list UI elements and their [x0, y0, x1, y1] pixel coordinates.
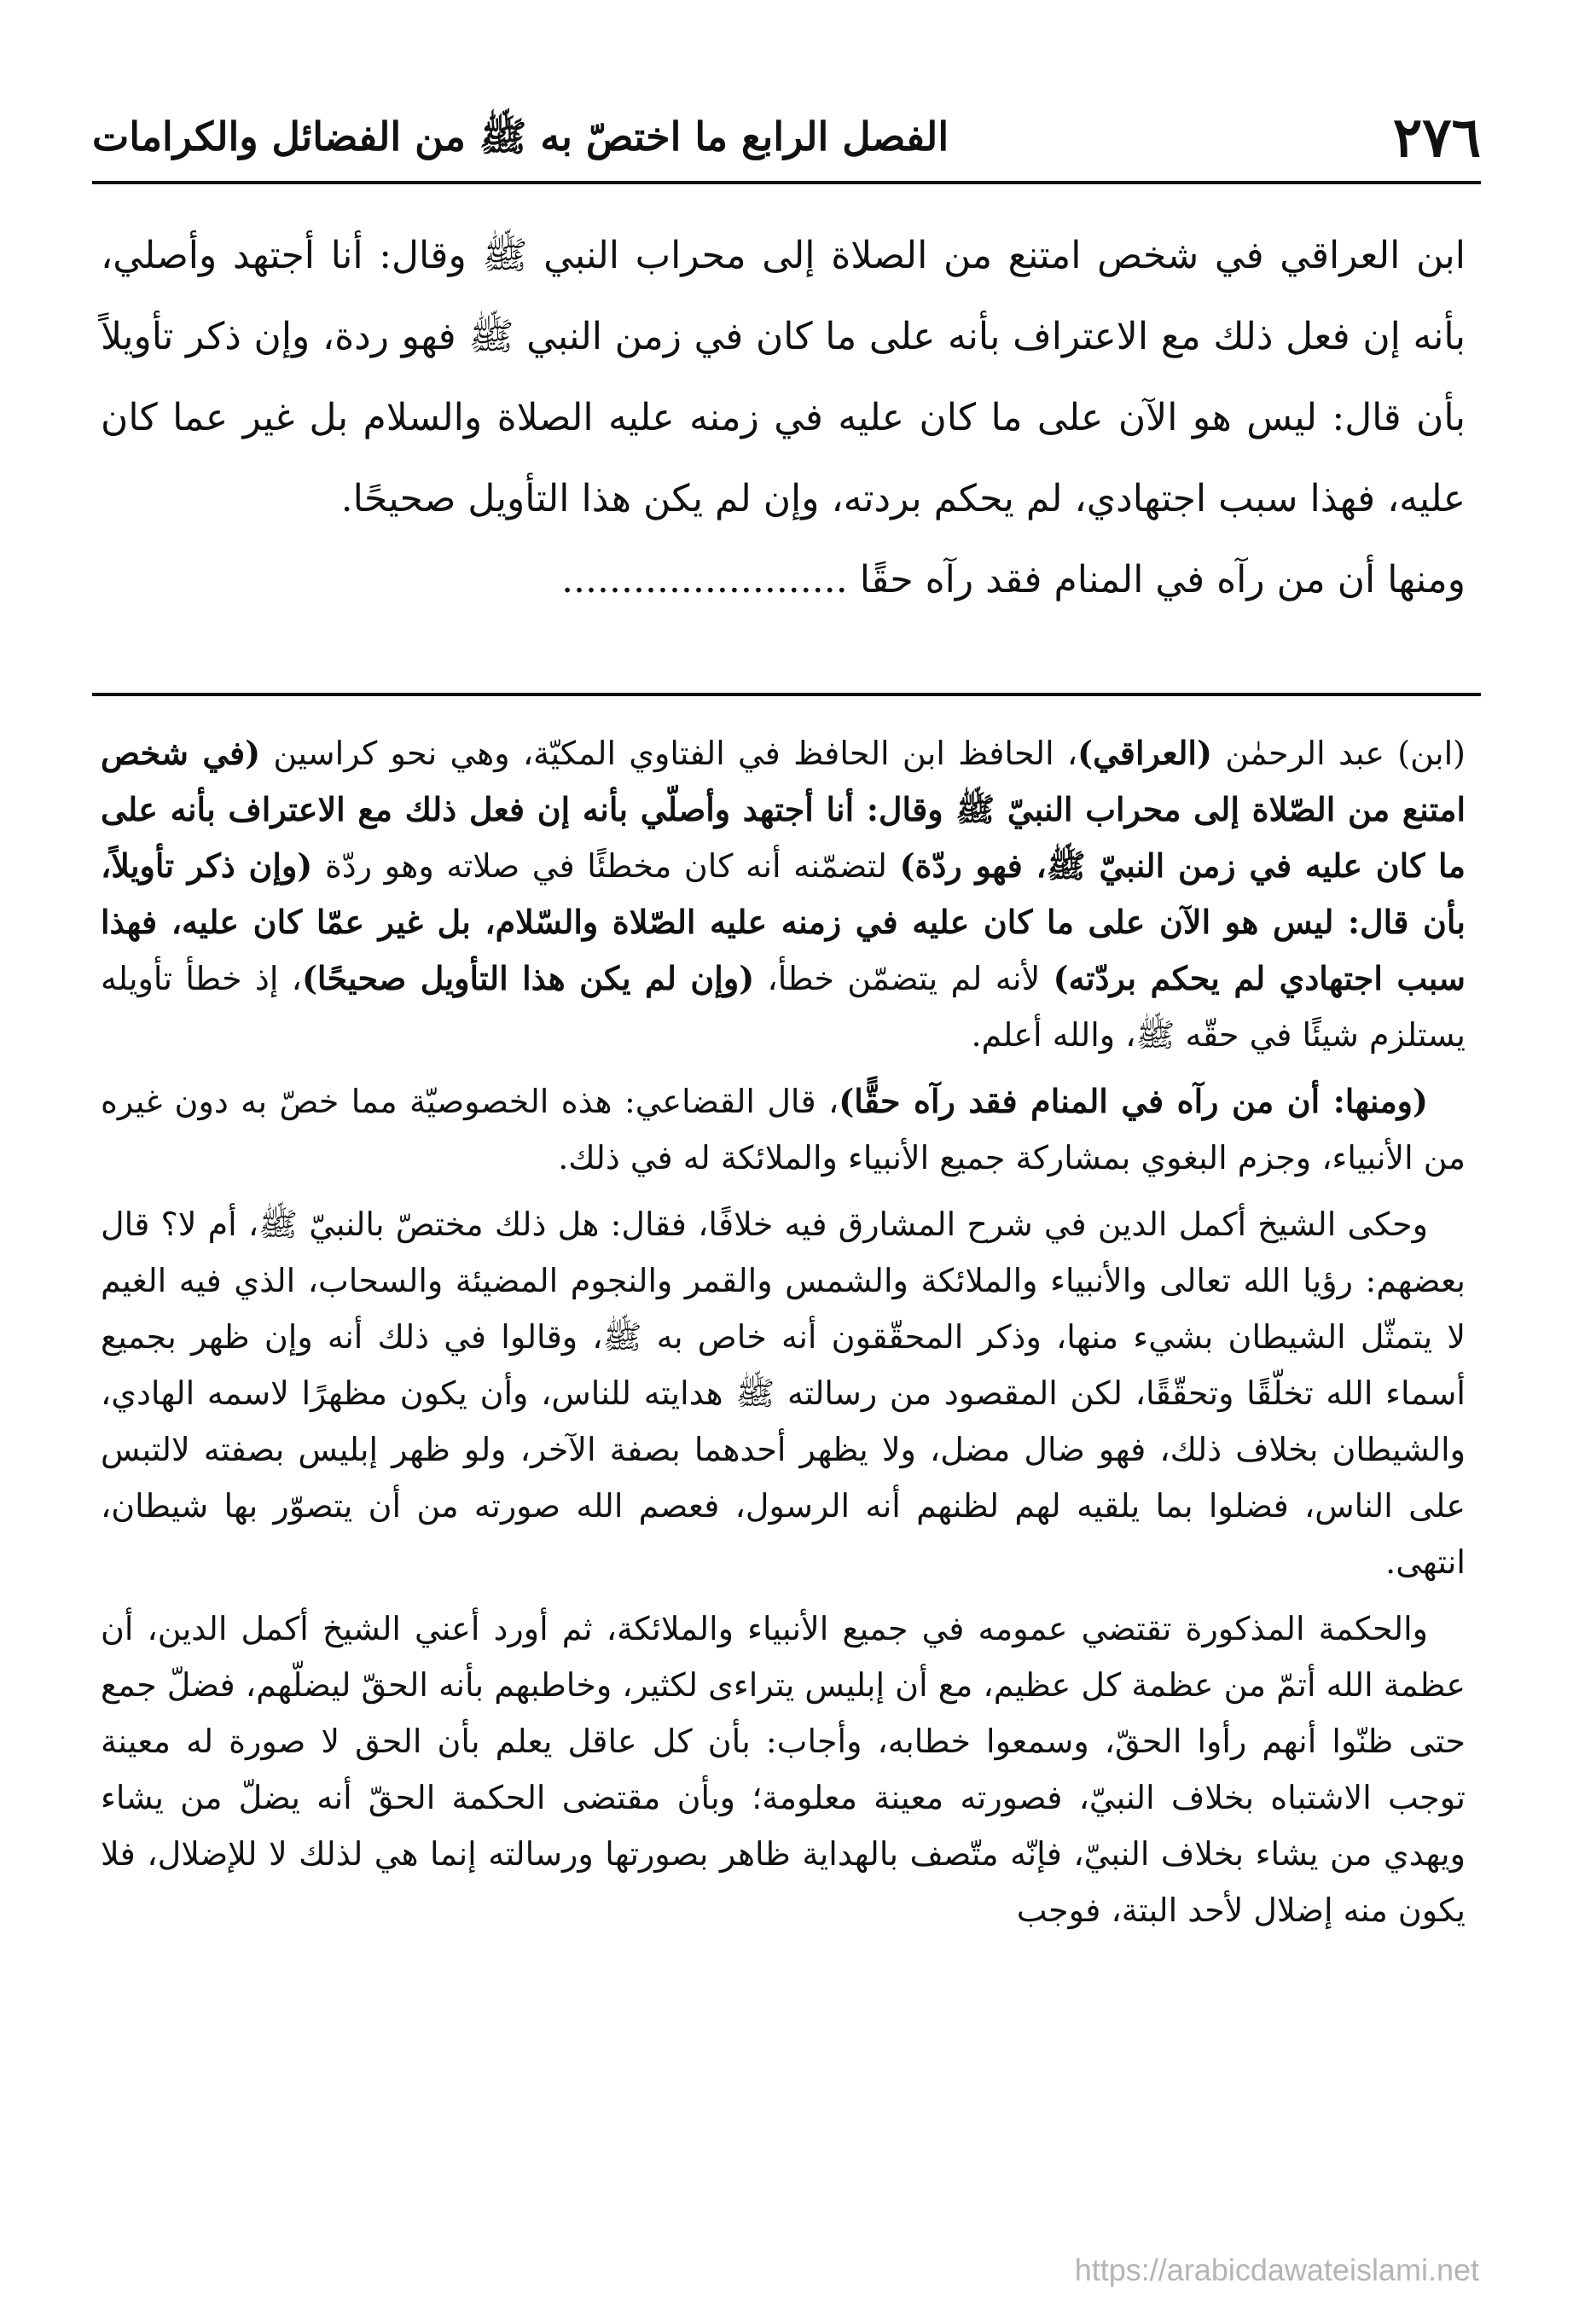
commentary-paragraph-4	[101, 1601, 1466, 1938]
watermark-url: https://arabicdawateislami.net	[1074, 2252, 1479, 2287]
commentary-quote: (العراقي)	[1077, 734, 1212, 772]
commentary-paragraph-3	[101, 1196, 1466, 1590]
commentary-divider	[92, 693, 1481, 696]
commentary	[101, 725, 1466, 1949]
header-rule	[92, 181, 1481, 184]
commentary-text: ، الحافظ ابن الحافظ في الفتاوي المكيّة، وهي نحو كراسين	[260, 735, 1078, 772]
commentary-quote: (ومنها: أن من رآه في المنام فقد رآه حقًّا)	[839, 1082, 1428, 1120]
main-paragraph: ابن العراقي في شخص امتنع من الصلاة إلى محراب النبي ﷺ وقال: أنا أجتهد وأصلي، بأنه إن فعل ذلك مع الاعتراف بأنه على ما كان في زمن النبي ﷺ فهو ردة، وإن ذكر تأويلاً بأن قال: ليس هو الآن على ما كان عليه في زمنه عليه الصلاة والسلام بل غير عما كان عليه، فهذا سبب اجتهادي، لم يحكم بردته، وإن لم يكن هذا التأويل صحيحًا.	[101, 234, 1466, 520]
commentary-text: وحكى الشيخ أكمل الدين في شرح المشارق فيه خلافًا، فقال: هل ذلك مختصّ بالنبيّ ﷺ، أم لا؟ قال بعضهم: رؤيا الله تعالى والأنبياء والملائكة والشمس والقمر والنجوم المضيئة والسحاب، الذي فيه الغيم لا يتمثّل الشيطان بشيء منها، وذكر المحقّقون أنه خاص به ﷺ، وقالوا في ذلك أنه وإن ظهر بجميع أسماء الله تخلّقًا وتحقّقًا، لكن المقصود من رسالته ﷺ هدايته للناس، وأن يكون مظهرًا لاسمه الهادي، والشيطان بخلاف ذلك، فهو ضال مضل، ولا يظهر أحدهما بصفة الآخر، ولو ظهر إبليس بصفته لالتبس على الناس، فضلوا بما يلقيه لهم لظنهم أنه الرسول، فعصم الله صورته من أن يتصوّر بها شيطان، انتهى.	[101, 1206, 1466, 1581]
page-number: ٢٧٦	[1392, 106, 1481, 170]
commentary-paragraph-2	[101, 1073, 1466, 1186]
commentary-quote: (وإن ذكر تأويلاً، بأن قال: ليس هو الآن على ما كان عليه في زمنه عليه الصّلاة والسّلام، بل غير عمّا كان عليه، فهذا سبب اجتهادي لم يحكم بردّته)	[101, 846, 1466, 997]
commentary-quote: (وإن لم يكن هذا التأويل صحيحًا)	[301, 959, 755, 997]
commentary-text: والحكمة المذكورة تقتضي عمومه في جميع الأنبياء والملائكة، ثم أورد أعني الشيخ أكمل الدين، أن عظمة الله أتمّ من عظمة كل عظيم، مع أن إبليس يتراءى لكثير، وخاطبهم بأنه الحقّ ليضلّهم، فضلّ جمع حتى ظنّوا أنهم رأوا الحقّ، وسمعوا خطابه، وأجاب: بأن كل عاقل يعلم بأن الحق لا صورة له معينة توجب الاشتباه بخلاف النبيّ، فصورته معينة معلومة؛ وبأن مقتضى الحكمة الحقّ أنه يضلّ من يشاء ويهدي من يشاء بخلاف النبيّ، فإنّه متّصف بالهداية ظاهر بصورتها ورسالته إنما هي لذلك لا للإضلال، فلا يكون منه إضلال لأحد البتة، فوجب	[101, 1610, 1466, 1929]
commentary-paragraph-1	[101, 725, 1466, 1063]
commentary-quote: (في شخص امتنع من الصّلاة إلى محراب النبيّ ﷺ وقال: أنا أجتهد وأصلّي بأنه إن فعل ذلك مع الاعتراف بأنه على ما كان عليه في زمن النبيّ ﷺ، فهو ردّة)	[101, 734, 1466, 885]
commentary-text: ، إذ خطأ تأويله يستلزم شيئًا في حقّه ﷺ، والله أعلم.	[101, 960, 1466, 1054]
commentary-text: (ابن) عبد الرحمٰن	[1211, 735, 1466, 772]
commentary-text: ، قال القضاعي: هذه الخصوصيّة مما خصّ به دون غيره من الأنبياء، وجزم البغوي بمشاركة جميع الأنبياء والملائكة له في ذلك.	[101, 1083, 1466, 1177]
commentary-text: لأنه لم يتضمّن خطأ،	[754, 960, 1054, 997]
page-header	[92, 101, 1481, 177]
commentary-text: لتضمّنه أنه كان مخطئًا في صلاته وهو ردّة	[312, 847, 900, 885]
running-title: الفصل الرابع ما اختصّ به ﷺ من الفضائل والكرامات	[92, 113, 949, 160]
main-continuation-line: ومنها أن من رآه في المنام فقد رآه حقًا ........................	[561, 558, 1466, 601]
main-text	[101, 215, 1466, 620]
